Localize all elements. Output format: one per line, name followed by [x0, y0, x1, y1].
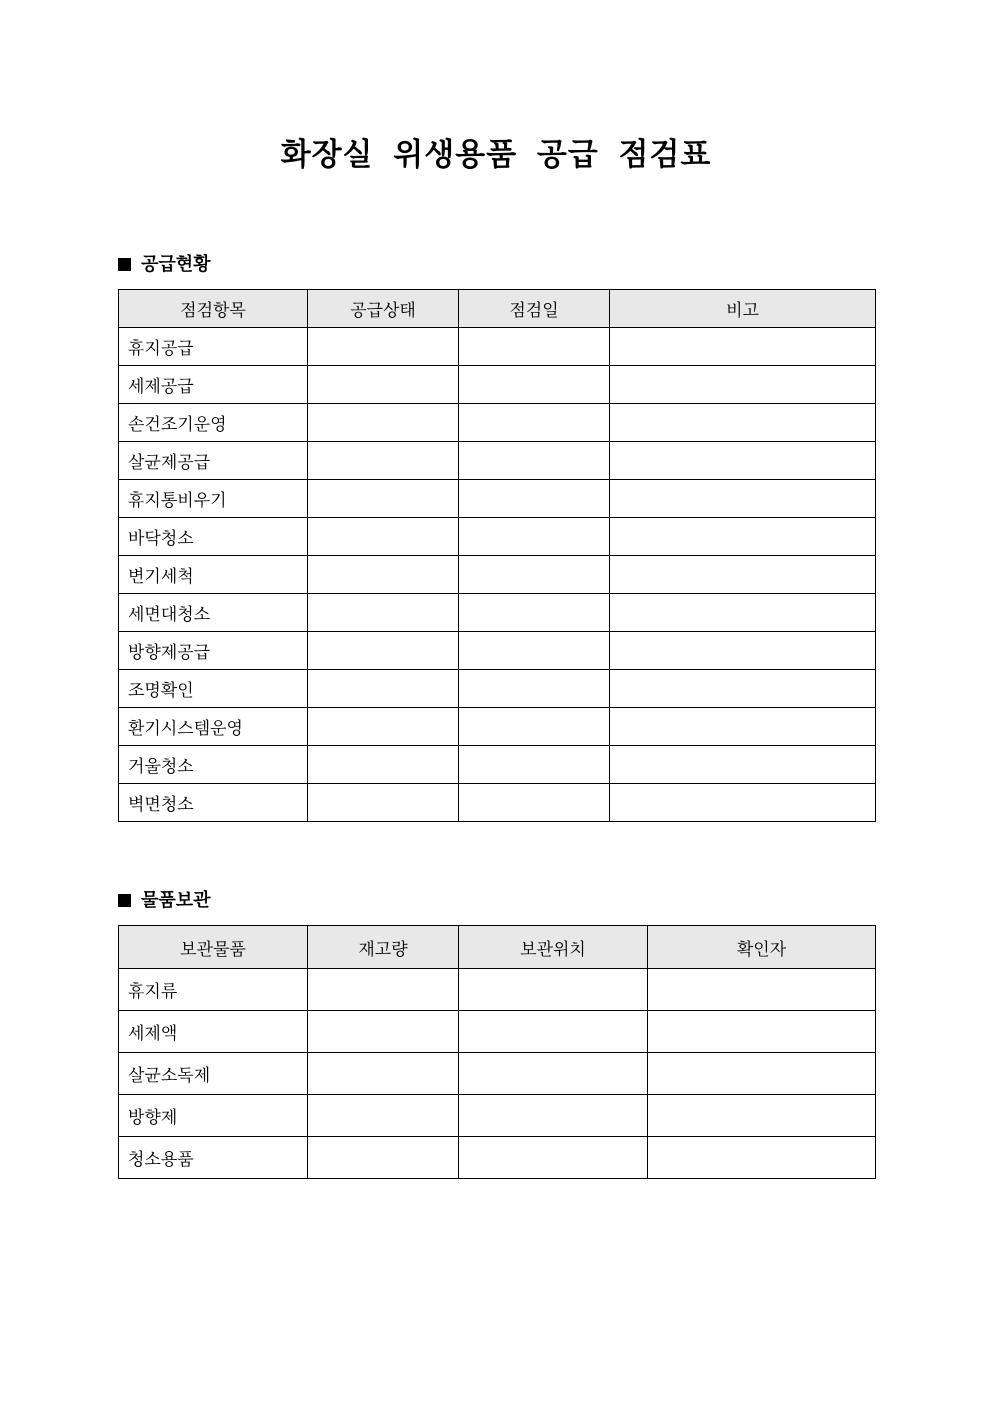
item-label-cell: 휴지통비우기	[119, 480, 308, 518]
item-label-cell: 변기세척	[119, 556, 308, 594]
entry-cell[interactable]	[459, 784, 610, 822]
table-row	[119, 1053, 876, 1095]
item-label-cell: 살균제공급	[119, 442, 308, 480]
column-header: 공급상태	[308, 290, 459, 328]
item-label-cell: 휴지공급	[119, 328, 308, 366]
entry-cell[interactable]	[308, 442, 459, 480]
column-header: 점검일	[459, 290, 610, 328]
table-row	[119, 1137, 876, 1179]
item-label-cell: 벽면청소	[119, 784, 308, 822]
entry-cell[interactable]	[308, 480, 459, 518]
entry-cell[interactable]	[308, 366, 459, 404]
section-heading-label: 공급현황	[141, 254, 211, 275]
entry-cell[interactable]	[610, 746, 876, 784]
column-header: 보관물품	[119, 926, 308, 969]
entry-cell[interactable]	[610, 632, 876, 670]
entry-cell[interactable]	[610, 480, 876, 518]
entry-cell[interactable]	[459, 366, 610, 404]
entry-cell[interactable]	[610, 366, 876, 404]
entry-cell[interactable]	[459, 969, 648, 1011]
entry-cell[interactable]	[459, 1095, 648, 1137]
entry-cell[interactable]	[308, 1095, 459, 1137]
entry-cell[interactable]	[308, 1137, 459, 1179]
entry-cell[interactable]	[308, 969, 459, 1011]
entry-cell[interactable]	[459, 1053, 648, 1095]
entry-cell[interactable]	[648, 1137, 876, 1179]
supply-status-table	[118, 289, 876, 822]
table-header-row	[119, 290, 876, 328]
entry-cell[interactable]	[610, 708, 876, 746]
table-body	[119, 328, 876, 822]
entry-cell[interactable]	[610, 556, 876, 594]
table-row	[119, 366, 876, 404]
table-row	[119, 556, 876, 594]
entry-cell[interactable]	[308, 594, 459, 632]
column-header: 점검항목	[119, 290, 308, 328]
entry-cell[interactable]	[308, 784, 459, 822]
item-label-cell: 살균소독제	[119, 1053, 308, 1095]
entry-cell[interactable]	[459, 708, 610, 746]
table-row	[119, 328, 876, 366]
table-row	[119, 480, 876, 518]
item-label-cell: 조명확인	[119, 670, 308, 708]
table-row	[119, 404, 876, 442]
table-row	[119, 746, 876, 784]
table-row	[119, 670, 876, 708]
column-header: 확인자	[648, 926, 876, 969]
item-label-cell: 바닥청소	[119, 518, 308, 556]
entry-cell[interactable]	[610, 784, 876, 822]
entry-cell[interactable]	[308, 1053, 459, 1095]
entry-cell[interactable]	[610, 328, 876, 366]
entry-cell[interactable]	[459, 556, 610, 594]
section-heading-storage	[118, 889, 211, 913]
item-label-cell: 청소용품	[119, 1137, 308, 1179]
entry-cell[interactable]	[459, 404, 610, 442]
entry-cell[interactable]	[648, 1095, 876, 1137]
entry-cell[interactable]	[308, 556, 459, 594]
item-label-cell: 방향제	[119, 1095, 308, 1137]
item-storage-table	[118, 925, 876, 1179]
table-row	[119, 1011, 876, 1053]
entry-cell[interactable]	[648, 1053, 876, 1095]
entry-cell[interactable]	[459, 1137, 648, 1179]
item-label-cell: 세제공급	[119, 366, 308, 404]
entry-cell[interactable]	[308, 632, 459, 670]
entry-cell[interactable]	[610, 670, 876, 708]
entry-cell[interactable]	[610, 518, 876, 556]
entry-cell[interactable]	[459, 480, 610, 518]
section-heading-label: 물품보관	[141, 890, 211, 911]
table-header-row	[119, 926, 876, 969]
table-row	[119, 1095, 876, 1137]
entry-cell[interactable]	[459, 746, 610, 784]
entry-cell[interactable]	[459, 442, 610, 480]
entry-cell[interactable]	[459, 632, 610, 670]
entry-cell[interactable]	[648, 1011, 876, 1053]
item-label-cell: 세면대청소	[119, 594, 308, 632]
section-heading-supply	[118, 253, 211, 277]
table-row	[119, 632, 876, 670]
entry-cell[interactable]	[648, 969, 876, 1011]
entry-cell[interactable]	[610, 442, 876, 480]
table-row	[119, 594, 876, 632]
page-title: 화장실 위생용품 공급 점검표	[280, 137, 712, 173]
item-label-cell: 세제액	[119, 1011, 308, 1053]
entry-cell[interactable]	[459, 670, 610, 708]
column-header: 비고	[610, 290, 876, 328]
table-body	[119, 969, 876, 1179]
entry-cell[interactable]	[610, 594, 876, 632]
table-row	[119, 442, 876, 480]
item-label-cell: 손건조기운영	[119, 404, 308, 442]
entry-cell[interactable]	[308, 670, 459, 708]
table-row	[119, 518, 876, 556]
table-row	[119, 969, 876, 1011]
table-row	[119, 708, 876, 746]
square-bullet-icon	[118, 894, 131, 907]
item-label-cell: 환기시스템운영	[119, 708, 308, 746]
entry-cell[interactable]	[459, 594, 610, 632]
entry-cell[interactable]	[459, 518, 610, 556]
entry-cell[interactable]	[308, 328, 459, 366]
item-label-cell: 거울청소	[119, 746, 308, 784]
item-label-cell: 방향제공급	[119, 632, 308, 670]
entry-cell[interactable]	[459, 328, 610, 366]
table-row	[119, 784, 876, 822]
item-label-cell: 휴지류	[119, 969, 308, 1011]
entry-cell[interactable]	[308, 404, 459, 442]
entry-cell[interactable]	[610, 404, 876, 442]
entry-cell[interactable]	[308, 746, 459, 784]
entry-cell[interactable]	[308, 518, 459, 556]
entry-cell[interactable]	[308, 1011, 459, 1053]
square-bullet-icon	[118, 258, 131, 271]
column-header: 보관위치	[459, 926, 648, 969]
column-header: 재고량	[308, 926, 459, 969]
entry-cell[interactable]	[459, 1011, 648, 1053]
entry-cell[interactable]	[308, 708, 459, 746]
